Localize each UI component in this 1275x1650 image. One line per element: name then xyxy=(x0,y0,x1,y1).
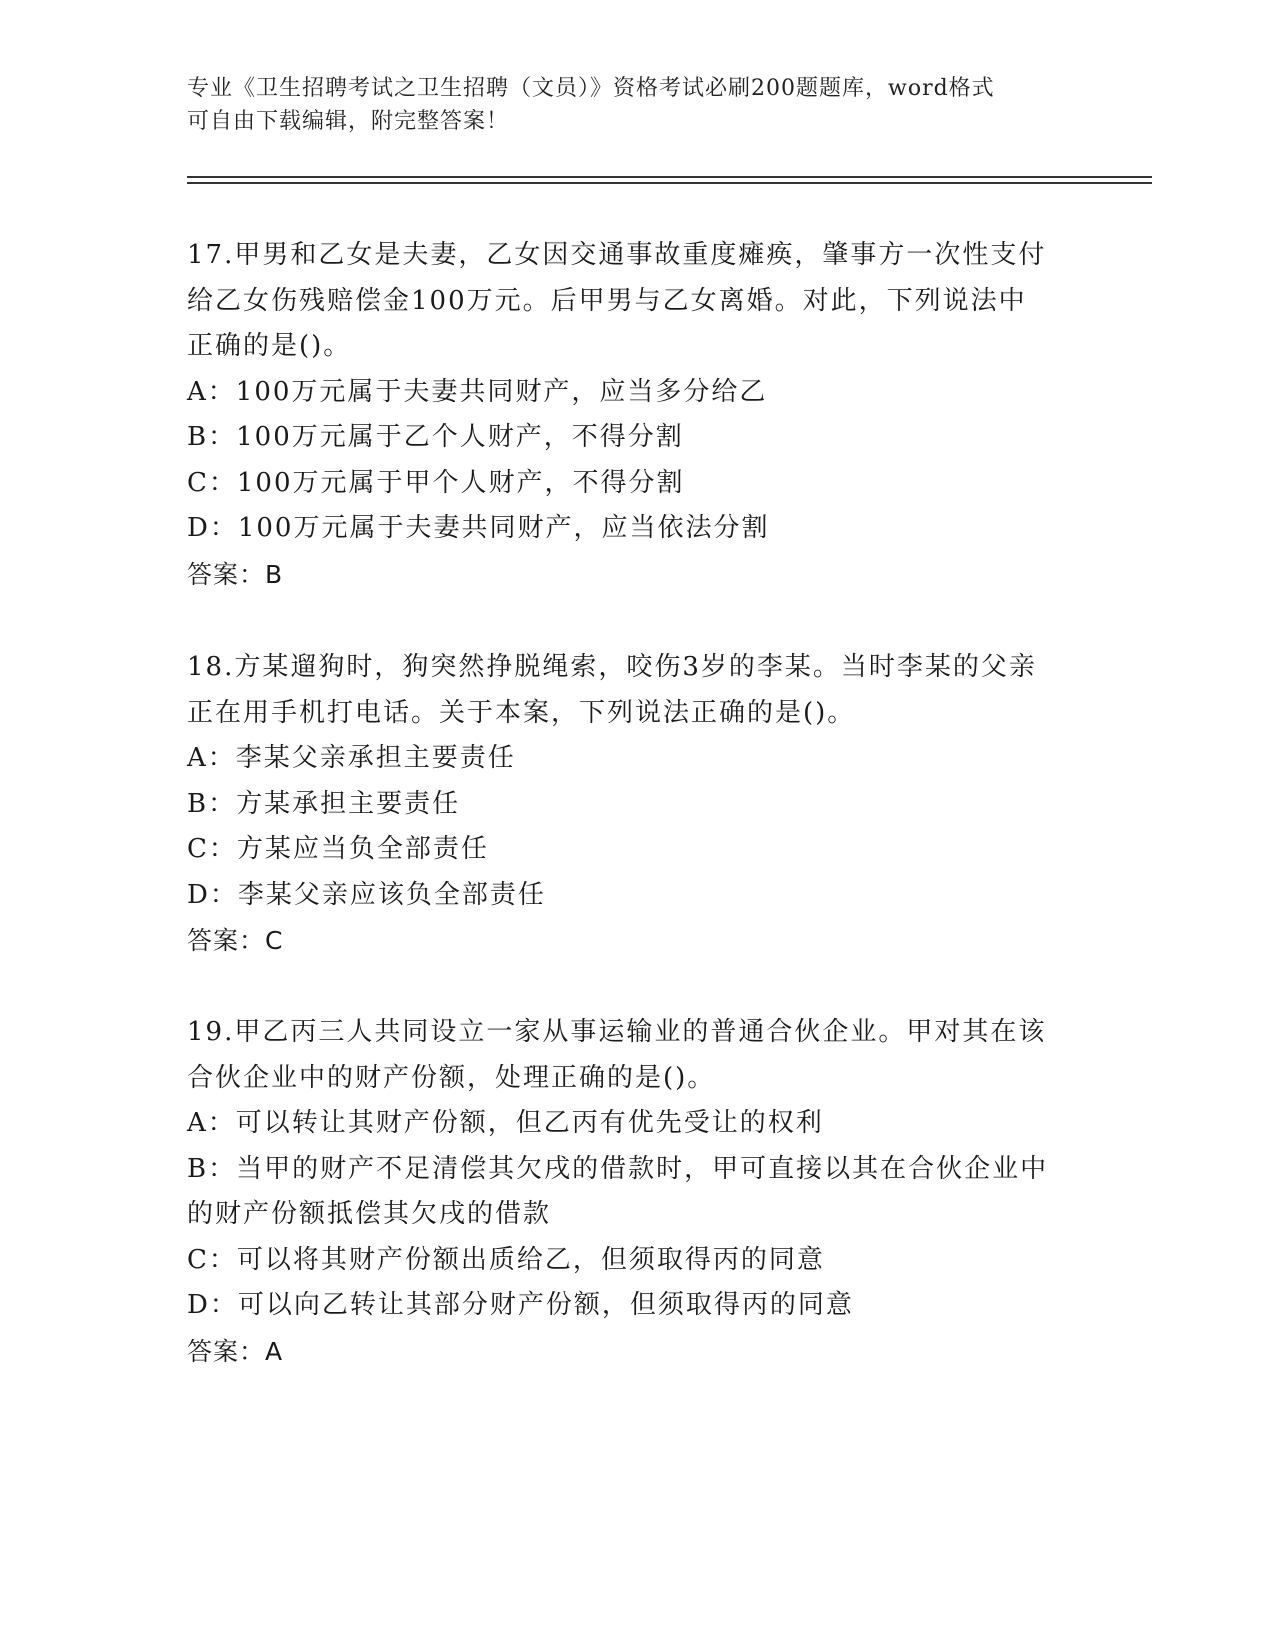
option-a: A：100万元属于夫妻共同财产，应当多分给乙 xyxy=(187,376,768,407)
question-stem-line: 给乙女伤残赔偿金100万元。后甲男与乙女离婚。对此，下列说法中 xyxy=(187,285,1027,316)
option-b: B：方某承担主要责任 xyxy=(187,788,461,819)
header-line-1: 专业《卫生招聘考试之卫生招聘（文员）》资格考试必刷200题题库，word格式 xyxy=(187,76,995,101)
question-stem-line: 18.方某遛狗时，狗突然挣脱绳索，咬伤3岁的李某。当时李某的父亲 xyxy=(187,652,1037,682)
question-17 xyxy=(187,233,1077,597)
option-b: B：当甲的财产不足清偿其欠戌的借款时，甲可直接以其在合伙企业中 xyxy=(187,1153,1049,1184)
question-stem-line: 17.甲男和乙女是夫妻，乙女因交通事故重度瘫痪，肇事方一次性支付 xyxy=(187,240,1047,270)
question-stem-line: 合伙企业中的财产份额，处理正确的是()。 xyxy=(187,1062,716,1093)
option-c: C：可以将其财产份额出质给乙，但须取得丙的同意 xyxy=(187,1244,825,1275)
header-divider-top xyxy=(187,176,1152,178)
answer-label: 答案：B xyxy=(187,559,284,589)
answer-label: 答案：A xyxy=(187,1336,284,1366)
question-18 xyxy=(187,645,1077,964)
document-header xyxy=(187,72,1067,138)
option-c: C：100万元属于甲个人财产，不得分割 xyxy=(187,467,685,498)
header-divider-bottom xyxy=(187,182,1152,184)
option-d: D：可以向乙转让其部分财产份额，但须取得丙的同意 xyxy=(187,1290,854,1320)
question-stem-line: 正在用手机打电话。关于本案，下列说法正确的是()。 xyxy=(187,697,856,728)
header-line-2: 可自由下载编辑，附完整答案！ xyxy=(187,109,510,134)
option-b: B：100万元属于乙个人财产，不得分割 xyxy=(187,422,684,452)
option-d: D：李某父亲应该负全部责任 xyxy=(187,879,546,910)
option-c: C：方某应当负全部责任 xyxy=(187,834,489,864)
question-stem-line: 正确的是()。 xyxy=(187,331,352,361)
question-stem-line: 19.甲乙丙三人共同设立一家从事运输业的普通合伙企业。甲对其在该 xyxy=(187,1017,1047,1047)
answer-label: 答案：C xyxy=(187,926,284,955)
option-a: A：可以转让其财产份额，但乙丙有优先受让的权利 xyxy=(187,1108,824,1138)
option-d: D：100万元属于夫妻共同财产，应当依法分割 xyxy=(187,513,770,543)
option-a: A：李某父亲承担主要责任 xyxy=(187,743,516,773)
option-b-continued: 的财产份额抵偿其欠戌的借款 xyxy=(187,1199,552,1229)
question-19 xyxy=(187,1010,1077,1374)
